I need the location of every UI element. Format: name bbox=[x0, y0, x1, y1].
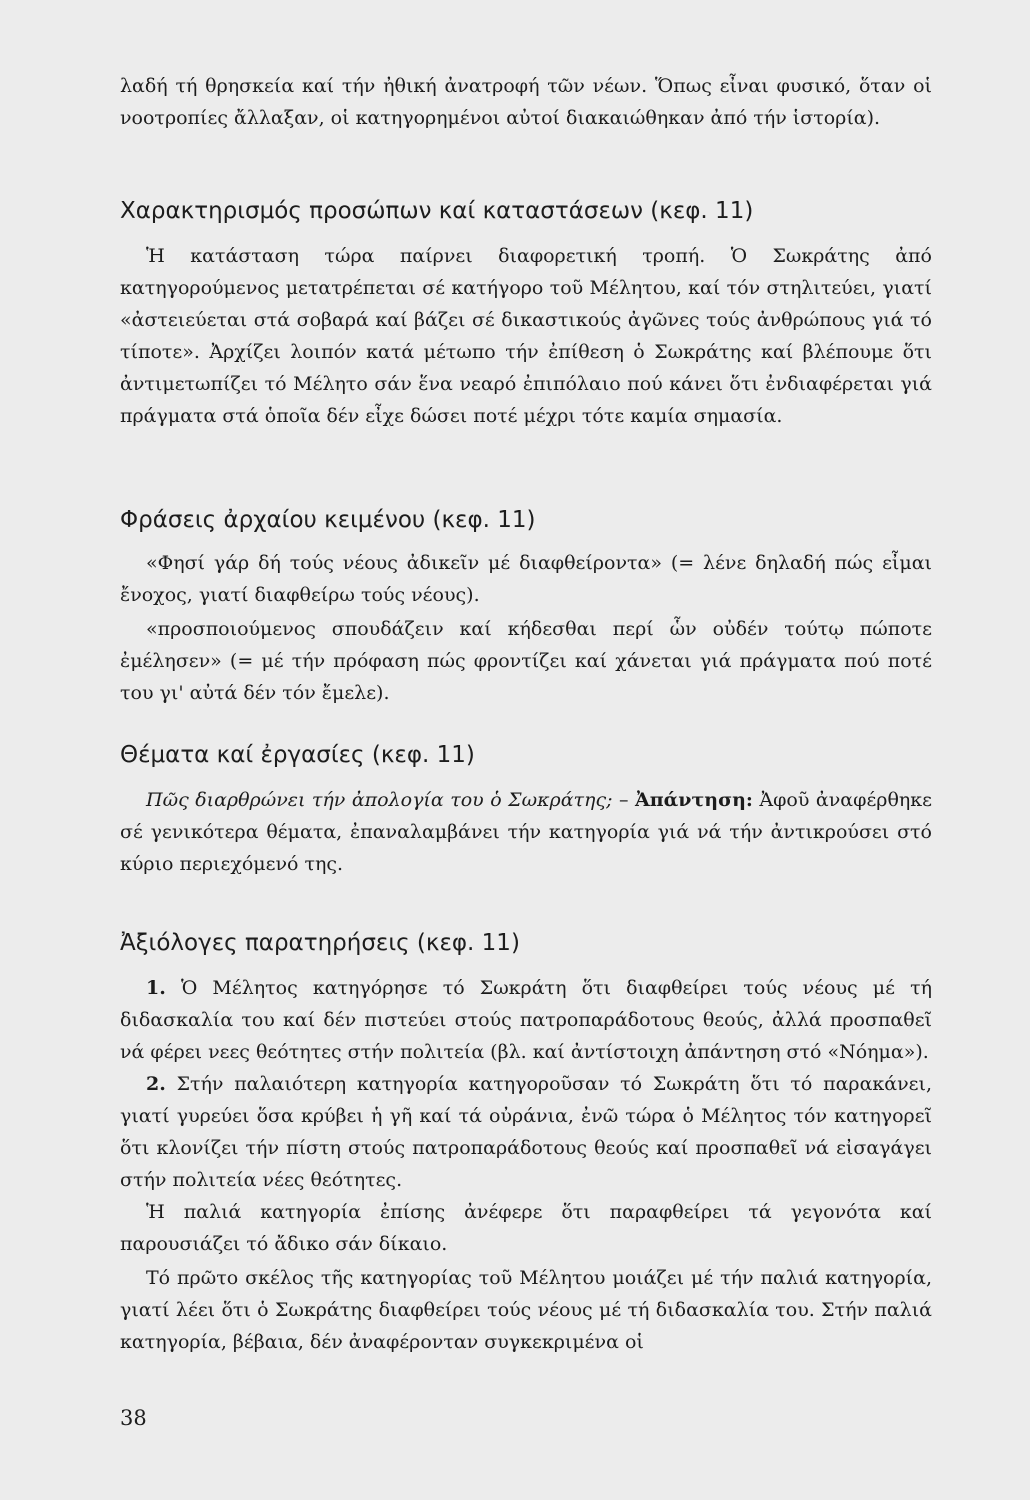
section-topics bbox=[120, 740, 932, 880]
item-number-2: 2. bbox=[146, 1073, 166, 1095]
section-heading-observations: Ἀξιόλογες παρατηρήσεις (κεφ. 11) bbox=[120, 930, 520, 956]
section-heading-phrases: Φράσεις ἀρχαίου κειμένου (κεφ. 11) bbox=[120, 507, 536, 533]
section-observations bbox=[120, 928, 932, 1358]
section-heading-topics: Θέματα καί ἐργασίες (κεφ. 11) bbox=[120, 742, 475, 768]
section-characterization bbox=[120, 196, 932, 432]
page-number: 38 bbox=[120, 1406, 147, 1430]
observation-paragraph-4: Τό πρῶτο σκέλος τῆς κατηγορίας τοῦ Μέλητου μοιάζει μέ τήν παλιά κατηγορία, γιατί λέει ὅτι ὁ Σωκράτης διαφθείρει τούς νέους μέ τή διδασκαλία του. Στήν παλιά κατηγορία, βέβαια, δέν ἀναφέρονταν συγκεκριμένα οἱ bbox=[120, 1267, 932, 1353]
phrase-quote-1: «Φησί γάρ δή τούς νέους ἀδικεῖν μέ διαφθείροντα» (= λένε δηλαδή πώς εἶμαι ἔνοχος, γιατί διαφθείρω τούς νέους). bbox=[120, 552, 932, 606]
qa-dash: – bbox=[612, 789, 636, 811]
observation-paragraph-3: Ἡ παλιά κατηγορία ἐπίσης ἀνέφερε ὅτι παραφθείρει τά γεγονότα καί παρουσιάζει τό ἄδικο σάν δίκαιο. bbox=[120, 1201, 932, 1255]
answer-text: Ἀφοῦ ἀναφέρθηκε σέ γενικότερα θέματα, ἐπαναλαμβάνει τήν κατηγορία γιά νά τήν ἀντικρούσει στό κύριο περιεχόμενό της. bbox=[120, 789, 932, 875]
item-number-1: 1. bbox=[146, 977, 166, 999]
section-heading-characterization: Χαρακτηρισμός προσώπων καί καταστάσεων (κεφ. 11) bbox=[120, 198, 754, 224]
observation-item-2 bbox=[120, 1068, 932, 1196]
question-text: Πῶς διαρθρώνει τήν ἀπολογία του ὁ Σωκράτης; bbox=[146, 789, 613, 811]
phrase-quote-2: «προσποιούμενος σπουδάζειν καί κήδεσθαι περί ὧν οὐδέν τούτῳ πώποτε ἐμέλησεν» (= μέ τήν πρόφαση πώς φροντίζει καί χάνεται γιά πράγματα πού ποτέ του γι' αὐτά δέν τόν ἔμελε). bbox=[120, 618, 932, 704]
answer-label: Ἀπάντηση: bbox=[635, 789, 753, 811]
section-phrases bbox=[120, 505, 932, 709]
intro-block bbox=[120, 70, 932, 134]
observation-item-1 bbox=[120, 972, 932, 1068]
characterization-paragraph: Ἡ κατάσταση τώρα παίρνει διαφορετική τροπή. Ὁ Σωκράτης ἀπό κατηγορούμενος μετατρέπεται σέ κατήγορο τοῦ Μέλητου, καί τόν στηλιτεύει, γιατί «ἀστειεύεται στά σοβαρά καί βάζει σέ δικαστικούς ἀγῶνες τούς ἀνθρώπους γιά τό τίποτε». Ἀρχίζει λοιπόν κατά μέτωπο τήν ἐπίθεση ὁ Σωκράτης καί βλέπουμε ὅτι ἀντιμετωπίζει τό Μέλητο σάν ἕνα νεαρό ἐπιπόλαιο πού κάνει ὅτι ἐνδιαφέρεται γιά πράγματα στά ὁποῖα δέν εἶχε δώσει ποτέ μέχρι τότε καμία σημασία. bbox=[120, 245, 932, 427]
observation-text-1: Ὁ Μέλητος κατηγόρησε τό Σωκράτη ὅτι διαφθείρει τούς νέους μέ τή διδασκαλία του καί δέν πιστεύει στούς πατροπαράδοτους θεούς, ἀλλά προσπαθεῖ νά φέρει νεες θεότητες στήν πολιτεία (βλ. καί ἀντίστοιχη ἀπάντηση στό «Νόημα»). bbox=[120, 977, 932, 1063]
topics-qa-paragraph bbox=[120, 784, 932, 880]
intro-paragraph: λαδή τή θρησκεία καί τήν ἠθική ἀνατροφή τῶν νέων. Ὅπως εἶναι φυσικό, ὅταν οἱ νοοτροπίες ἄλλαξαν, οἱ κατηγορημένοι αὐτοί διακαιώθηκαν ἀπό τήν ἱστορία). bbox=[120, 75, 932, 129]
observation-text-2: Στήν παλαιότερη κατηγορία κατηγοροῦσαν τό Σωκράτη ὅτι τό παρακάνει, γιατί γυρεύει ὅσα κρύβει ἡ γῆ καί τά οὐράνια, ἐνῶ τώρα ὁ Μέλητος τόν κατηγορεῖ ὅτι κλονίζει τήν πίστη στούς πατροπαράδοτους θεούς καί προσπαθεῖ νά εἰσαγάγει στήν πολιτεία νέες θεότητες. bbox=[120, 1073, 932, 1191]
